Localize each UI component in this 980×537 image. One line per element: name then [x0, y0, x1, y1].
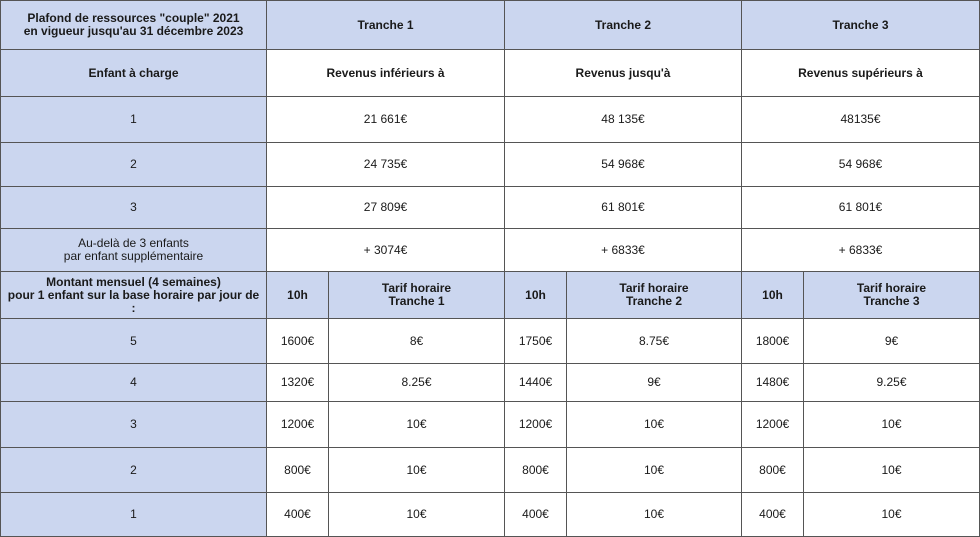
- tarif-cell: 10€: [567, 493, 742, 537]
- tarif-row-label: 5: [0, 319, 267, 364]
- revenus-header-3: Revenus supérieurs à: [742, 50, 980, 97]
- tarif-cell: 8€: [329, 319, 505, 364]
- ressources-row-label: Au-delà de 3 enfants par enfant supplémentaire: [0, 229, 267, 272]
- montant-cell: 800€: [742, 448, 804, 493]
- tarif-cell: 9€: [804, 319, 980, 364]
- header-tranche-1: Tranche 1: [267, 0, 505, 50]
- montant-cell: 1800€: [742, 319, 804, 364]
- tarif-cell: 9€: [567, 364, 742, 402]
- montant-cell: 1440€: [505, 364, 567, 402]
- montant-cell: 1200€: [505, 402, 567, 448]
- montant-cell: 1200€: [267, 402, 329, 448]
- montant-mensuel-header: Montant mensuel (4 semaines) pour 1 enfant sur la base horaire par jour de :: [0, 272, 267, 319]
- tarif-row-label: 4: [0, 364, 267, 402]
- revenus-header-2: Revenus jusqu'à: [505, 50, 742, 97]
- ressources-cell: + 6833€: [505, 229, 742, 272]
- tarif-cell: 8.75€: [567, 319, 742, 364]
- revenus-header-1: Revenus inférieurs à: [267, 50, 505, 97]
- header-tranche-3: Tranche 3: [742, 0, 980, 50]
- ressources-cell: 48 135€: [505, 97, 742, 143]
- ressources-row-label: 1: [0, 97, 267, 143]
- tarif-cell: 10€: [329, 448, 505, 493]
- header-tranche-2: Tranche 2: [505, 0, 742, 50]
- tarif-cell: 9.25€: [804, 364, 980, 402]
- tarif-row-label: 1: [0, 493, 267, 537]
- tarif-header-1: Tarif horaire Tranche 1: [329, 272, 505, 319]
- tarif-header-2: Tarif horaire Tranche 2: [567, 272, 742, 319]
- tarif-cell: 10€: [329, 493, 505, 537]
- tarif-cell: 8.25€: [329, 364, 505, 402]
- tarif-cell: 10€: [567, 402, 742, 448]
- ressources-cell: 54 968€: [742, 143, 980, 187]
- ressources-cell: 27 809€: [267, 187, 505, 229]
- tarif-row-label: 2: [0, 448, 267, 493]
- enfant-a-charge-header: Enfant à charge: [0, 50, 267, 97]
- montant-cell: 1320€: [267, 364, 329, 402]
- tarif-cell: 10€: [804, 448, 980, 493]
- tarif-cell: 10€: [329, 402, 505, 448]
- montant-cell: 400€: [267, 493, 329, 537]
- montant-cell: 1750€: [505, 319, 567, 364]
- hours-header-2: 10h: [505, 272, 567, 319]
- ressources-cell: 21 661€: [267, 97, 505, 143]
- montant-cell: 1600€: [267, 319, 329, 364]
- montant-cell: 400€: [505, 493, 567, 537]
- montant-cell: 400€: [742, 493, 804, 537]
- hours-header-1: 10h: [267, 272, 329, 319]
- ressources-cell: 61 801€: [505, 187, 742, 229]
- ressources-cell: 24 735€: [267, 143, 505, 187]
- tarif-header-3: Tarif horaire Tranche 3: [804, 272, 980, 319]
- table-title: Plafond de ressources "couple" 2021 en vigueur jusqu'au 31 décembre 2023: [0, 0, 267, 50]
- ressources-row-label: 2: [0, 143, 267, 187]
- tarif-row-label: 3: [0, 402, 267, 448]
- montant-cell: 1480€: [742, 364, 804, 402]
- montant-cell: 800€: [267, 448, 329, 493]
- ressources-cell: 48135€: [742, 97, 980, 143]
- tarif-cell: 10€: [567, 448, 742, 493]
- ressources-cell: 61 801€: [742, 187, 980, 229]
- ressources-cell: + 3074€: [267, 229, 505, 272]
- hours-header-3: 10h: [742, 272, 804, 319]
- tarif-cell: 10€: [804, 402, 980, 448]
- montant-cell: 800€: [505, 448, 567, 493]
- montant-cell: 1200€: [742, 402, 804, 448]
- ressources-row-label: 3: [0, 187, 267, 229]
- ressources-cell: + 6833€: [742, 229, 980, 272]
- tarif-cell: 10€: [804, 493, 980, 537]
- ressources-cell: 54 968€: [505, 143, 742, 187]
